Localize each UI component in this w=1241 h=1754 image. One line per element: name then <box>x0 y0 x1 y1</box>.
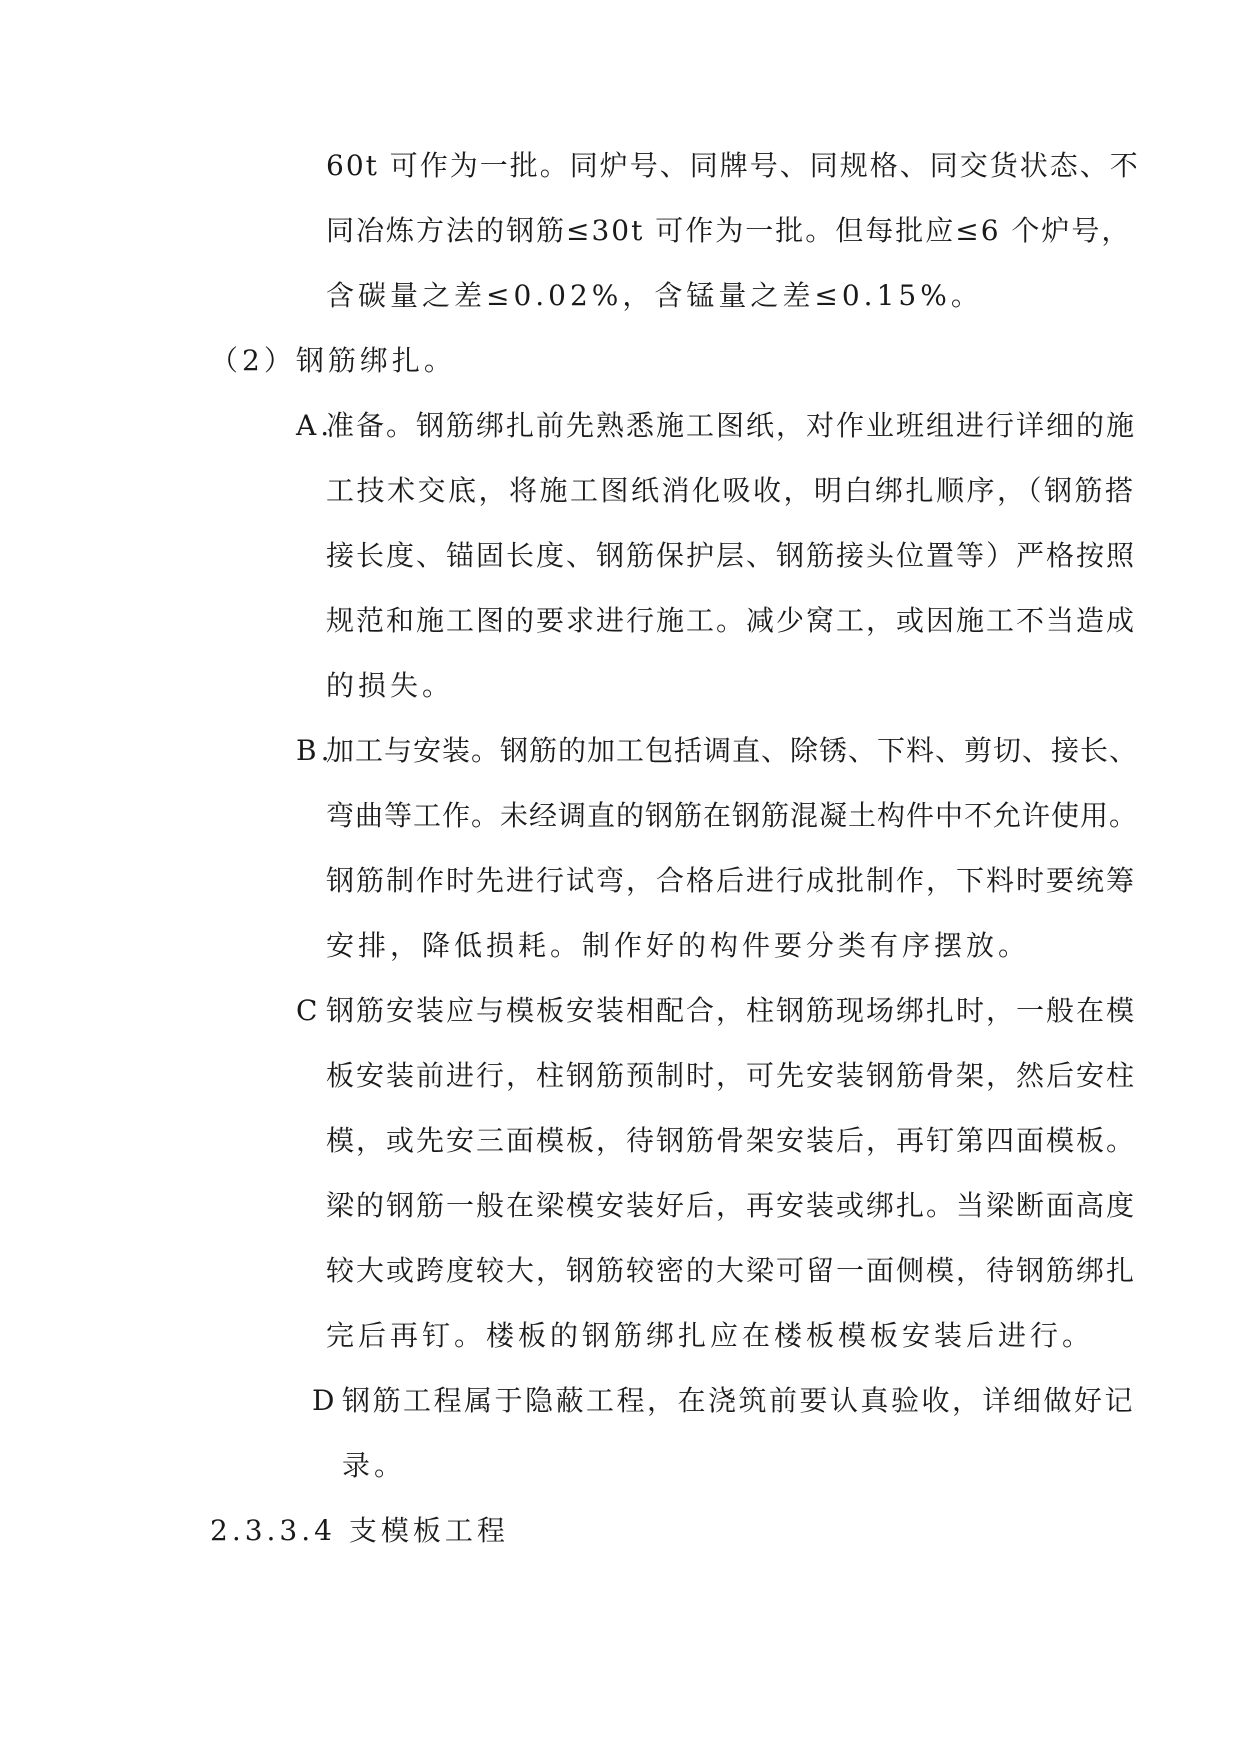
intro-line: 60t 可作为一批。同炉号、同牌号、同规格、同交货状态、不 <box>326 149 1140 182</box>
item-c-line: 模，或先安三面模板，待钢筋骨架安装后，再钉第四面模板。 <box>326 1124 1137 1157</box>
section-title: （2）钢筋绑扎。 <box>210 344 456 377</box>
item-b-line: 弯曲等工作。未经调直的钢筋在钢筋混凝土构件中不允许使用。 <box>326 799 1139 832</box>
intro-line: 含碳量之差≤0.02%，含锰量之差≤0.15%。 <box>326 279 983 312</box>
item-b-line: 安排，降低损耗。制作好的构件要分类有序摆放。 <box>326 929 1031 962</box>
section-heading: 2.3.3.4 支模板工程 <box>210 1514 509 1547</box>
item-c-line: 较大或跨度较大，钢筋较密的大梁可留一面侧模，待钢筋绑扎 <box>326 1254 1137 1287</box>
item-c-line: 钢筋安装应与模板安装相配合，柱钢筋现场绑扎时，一般在模 <box>326 994 1137 1027</box>
item-c-line: 梁的钢筋一般在梁模安装好后，再安装或绑扎。当梁断面高度 <box>326 1189 1137 1222</box>
item-b-line: 加工与安装。钢筋的加工包括调直、除锈、下料、剪切、接长、 <box>326 734 1139 767</box>
intro-line: 同冶炼方法的钢筋≤30t 可作为一批。但每批应≤6 个炉号， <box>326 214 1132 247</box>
item-d-line: 钢筋工程属于隐蔽工程，在浇筑前要认真验收，详细做好记 <box>342 1384 1136 1417</box>
item-a-line: 接长度、锚固长度、钢筋保护层、钢筋接头位置等）严格按照 <box>326 539 1137 572</box>
item-marker-d: D <box>312 1384 339 1417</box>
item-a-line: 准备。钢筋绑扎前先熟悉施工图纸，对作业班组进行详细的施 <box>326 409 1137 442</box>
item-a-line: 规范和施工图的要求进行施工。减少窝工，或因施工不当造成 <box>326 604 1137 637</box>
item-a-line: 的损失。 <box>326 669 455 702</box>
item-c-line: 板安装前进行，柱钢筋预制时，可先安装钢筋骨架，然后安柱 <box>326 1059 1137 1092</box>
item-a-line: 工技术交底，将施工图纸消化吸收，明白绑扎顺序，（钢筋搭 <box>326 474 1136 507</box>
item-c-line: 完后再钉。楼板的钢筋绑扎应在楼板模板安装后进行。 <box>326 1319 1095 1352</box>
item-b-line: 钢筋制作时先进行试弯，合格后进行成批制作，下料时要统筹 <box>326 864 1137 897</box>
item-marker-c: C <box>296 994 322 1027</box>
item-marker-b: B. <box>296 734 334 767</box>
item-d-line: 录。 <box>342 1449 407 1482</box>
item-marker-a: A. <box>296 409 334 442</box>
